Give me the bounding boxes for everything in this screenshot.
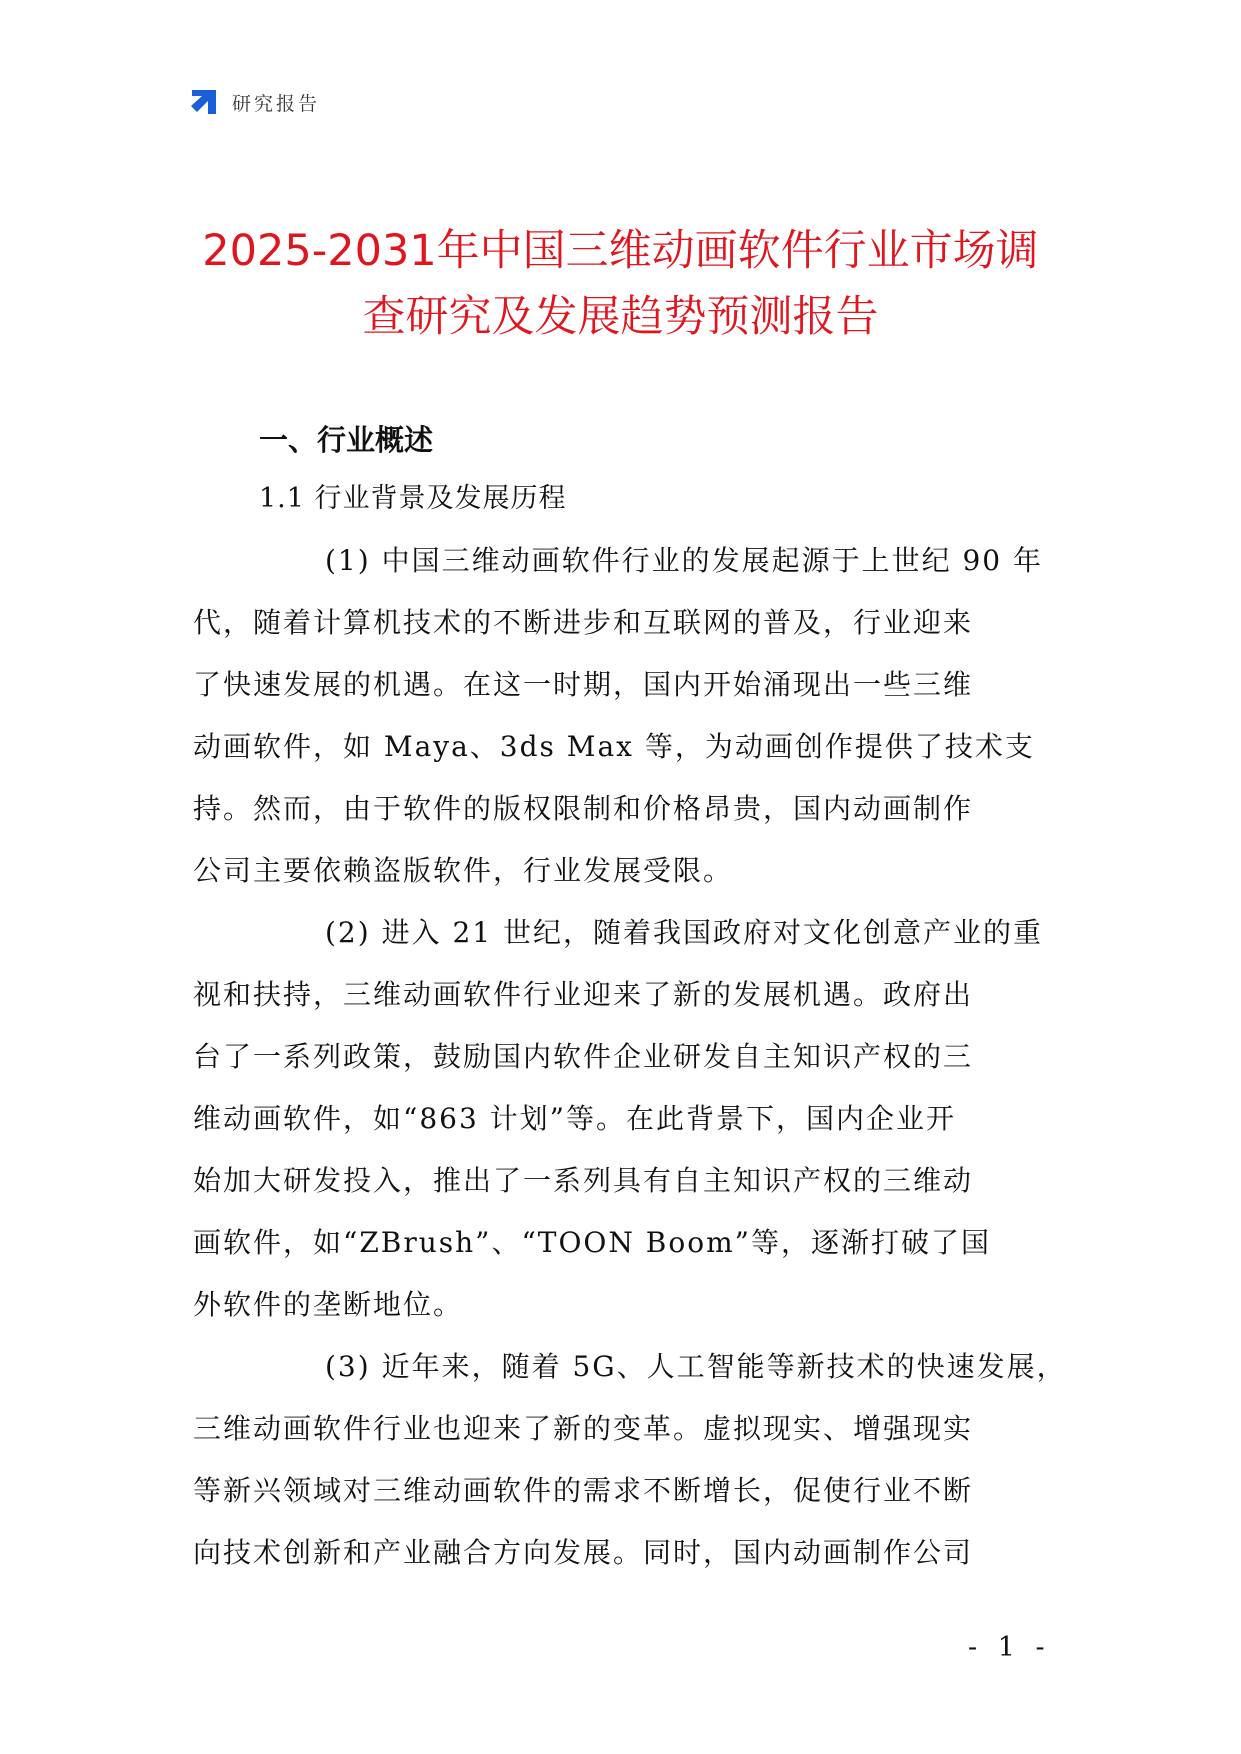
paragraph-3 (193, 1336, 1067, 1584)
title-line-2: 查研究及发展趋势预测报告 (362, 292, 879, 342)
paragraph-line: 代，随着计算机技术的不断进步和互联网的普及，行业迎来 (193, 606, 974, 639)
paragraph-line: 画软件，如“ZBrush”、“TOON Boom”等，逐渐打破了国 (193, 1226, 991, 1259)
subsection-heading: 1.1 行业背景及发展历程 (259, 483, 567, 514)
paragraph-line: 始加大研发投入，推出了一系列具有自主知识产权的三维动 (193, 1164, 974, 1197)
paragraph-line: 公司主要依赖盗版软件，行业发展受限。 (193, 854, 734, 887)
paragraph-line: 等新兴领域对三维动画软件的需求不断增长，促使行业不断 (193, 1474, 974, 1507)
paragraph-line: 外软件的垄断地位。 (193, 1288, 464, 1321)
document-body (193, 412, 1067, 1584)
page-number: - 1 - (968, 1632, 1051, 1663)
document-title (150, 218, 1091, 350)
title-line-1: 2025-2031年中国三维动画软件行业市场调 (202, 226, 1039, 276)
paragraph-1 (193, 530, 1053, 902)
paragraph-line: 维动画软件，如“863 计划”等。在此背景下，国内企业开 (193, 1102, 956, 1135)
paragraph-line: 了快速发展的机遇。在这一时期，国内开始涌现出一些三维 (193, 668, 974, 701)
paragraph-line: (3) 近年来，随着 5G、人工智能等新技术的快速发展， (325, 1350, 1067, 1383)
header-label: 研究报告 (232, 92, 321, 115)
paragraph-line: 台了一系列政策，鼓励国内软件企业研发自主知识产权的三 (193, 1040, 974, 1073)
paragraph-line: 动画软件，如 Maya、3ds Max 等，为动画创作提供了技术支 (193, 730, 1035, 763)
paragraph-line: (1) 中国三维动画软件行业的发展起源于上世纪 90 年 (325, 544, 1043, 577)
paragraph-2 (193, 902, 1053, 1336)
paragraph-line: 三维动画软件行业也迎来了新的变革。虚拟现实、增强现实 (193, 1412, 974, 1445)
paragraph-line: 持。然而，由于软件的版权限制和价格昂贵，国内动画制作 (193, 792, 974, 825)
paragraph-line: (2) 进入 21 世纪，随着我国政府对文化创意产业的重 (325, 916, 1043, 949)
report-header (188, 86, 320, 118)
paragraph-line: 视和扶持，三维动画软件行业迎来了新的发展机遇。政府出 (193, 978, 974, 1011)
arrow-up-right-icon (188, 86, 220, 118)
section-heading: 一、行业概述 (259, 423, 434, 457)
paragraph-line: 向技术创新和产业融合方向发展。同时，国内动画制作公司 (193, 1536, 974, 1569)
